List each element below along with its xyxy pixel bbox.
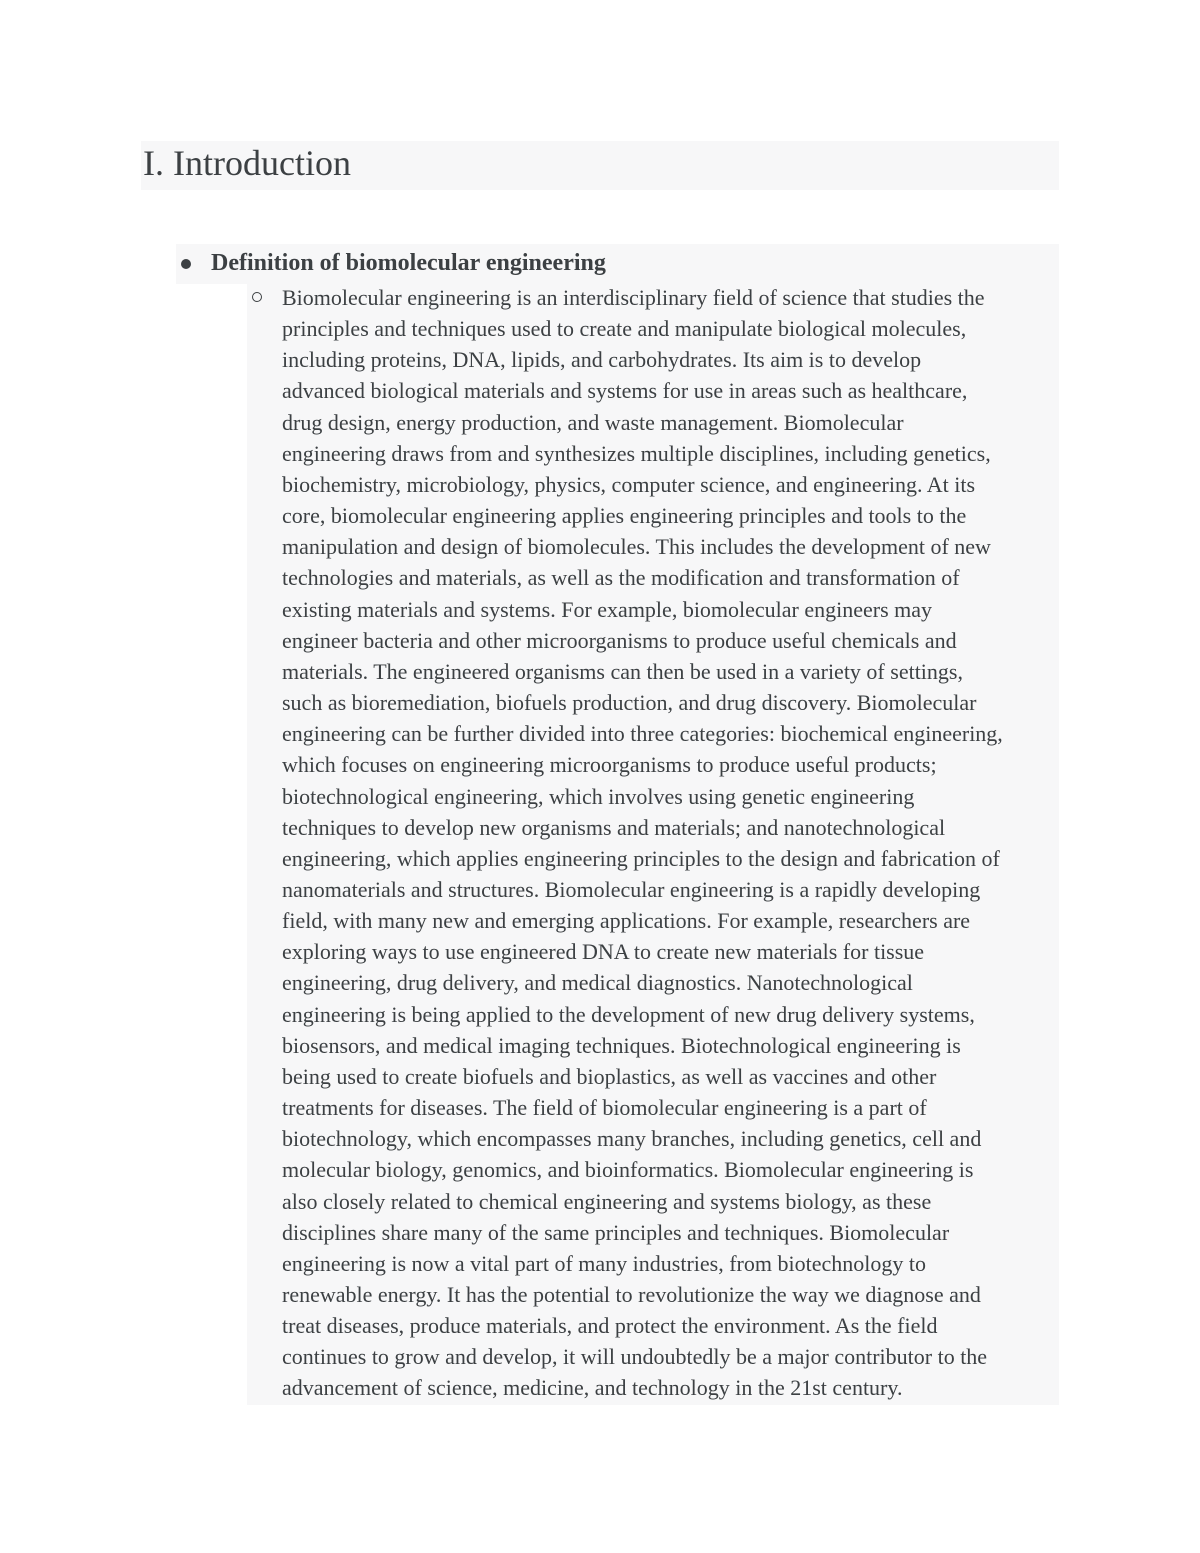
paragraph-line: advanced biological materials and systems for use in areas such as healthcare, <box>282 378 968 404</box>
paragraph-line: including proteins, DNA, lipids, and carbohydrates. Its aim is to develop <box>282 347 922 373</box>
section-heading: I. Introduction <box>143 143 351 183</box>
paragraph-line: engineering draws from and synthesizes multiple disciplines, including genetics, <box>282 440 991 466</box>
paragraph-line: exploring ways to use engineered DNA to create new materials for tissue <box>282 939 925 965</box>
paragraph-line: which focuses on engineering microorganisms to produce useful products; <box>282 752 937 778</box>
sub-bullet-item <box>247 284 1059 1405</box>
paragraph-line: treat diseases, produce materials, and protect the environment. As the field <box>282 1313 938 1339</box>
paragraph-line: nanomaterials and structures. Biomolecular engineering is a rapidly developing <box>282 876 981 902</box>
paragraph-line: existing materials and systems. For example, biomolecular engineers may <box>282 596 933 622</box>
paragraph-line: engineering, drug delivery, and medical diagnostics. Nanotechnological <box>282 970 913 996</box>
paragraph-line: technologies and materials, as well as the modification and transformation of <box>282 565 960 591</box>
paragraph-line: Biomolecular engineering is an interdisciplinary field of science that studies the <box>282 285 985 310</box>
paragraph-line: biochemistry, microbiology, physics, computer science, and engineering. At its <box>282 471 976 497</box>
definition-paragraph <box>282 282 1062 1404</box>
bullet-item <box>176 244 1059 284</box>
paragraph-line: engineering, which applies engineering principles to the design and fabrication of <box>282 845 1000 871</box>
paragraph-line: biosensors, and medical imaging techniques. Biotechnological engineering is <box>282 1032 961 1058</box>
paragraph-line: also closely related to chemical engineering and systems biology, as these <box>282 1188 932 1214</box>
paragraph-line: advancement of science, medicine, and technology in the 21st century. <box>282 1375 903 1401</box>
paragraph-line: disciplines share many of the same principles and techniques. Biomolecular <box>282 1219 950 1245</box>
paragraph-line: biotechnology, which encompasses many branches, including genetics, cell and <box>282 1126 982 1152</box>
paragraph-line: such as bioremediation, biofuels production, and drug discovery. Biomolecular <box>282 690 977 716</box>
paragraph-line: materials. The engineered organisms can then be used in a variety of settings, <box>282 658 963 684</box>
paragraph-line: manipulation and design of biomolecules. This includes the development of new <box>282 534 991 560</box>
section-heading-block <box>141 141 1059 190</box>
paragraph-line: being used to create biofuels and bioplastics, as well as vaccines and other <box>282 1063 937 1089</box>
hollow-circle-bullet-icon <box>252 292 262 302</box>
paragraph-line: engineering can be further divided into three categories: biochemical engineering, <box>282 721 1003 747</box>
paragraph-line: field, with many new and emerging applications. For example, researchers are <box>282 908 971 934</box>
paragraph-line: engineer bacteria and other microorganisms to produce useful chemicals and <box>282 627 957 653</box>
paragraph-line: treatments for diseases. The field of biomolecular engineering is a part of <box>282 1095 927 1121</box>
paragraph-line: renewable energy. It has the potential to revolutionize the way we diagnose and <box>282 1282 981 1307</box>
paragraph-line: biotechnological engineering, which involves using genetic engineering <box>282 783 915 809</box>
paragraph-line: continues to grow and develop, it will undoubtedly be a major contributor to the <box>282 1344 988 1370</box>
paragraph-line: engineering is being applied to the development of new drug delivery systems, <box>282 1001 975 1027</box>
paragraph-line: drug design, energy production, and waste management. Biomolecular <box>282 409 904 435</box>
paragraph-line: core, biomolecular engineering applies engineering principles and tools to the <box>282 503 967 529</box>
paragraph-line: engineering is now a vital part of many industries, from biotechnology to <box>282 1250 926 1276</box>
paragraph-line: principles and techniques used to create and manipulate biological molecules, <box>282 316 967 342</box>
bullet-label: Definition of biomolecular engineering <box>211 250 606 276</box>
paragraph-line: molecular biology, genomics, and bioinformatics. Biomolecular engineering is <box>282 1157 974 1183</box>
paragraph-line: techniques to develop new organisms and materials; and nanotechnological <box>282 814 946 840</box>
bullet-dot-icon <box>181 259 191 269</box>
